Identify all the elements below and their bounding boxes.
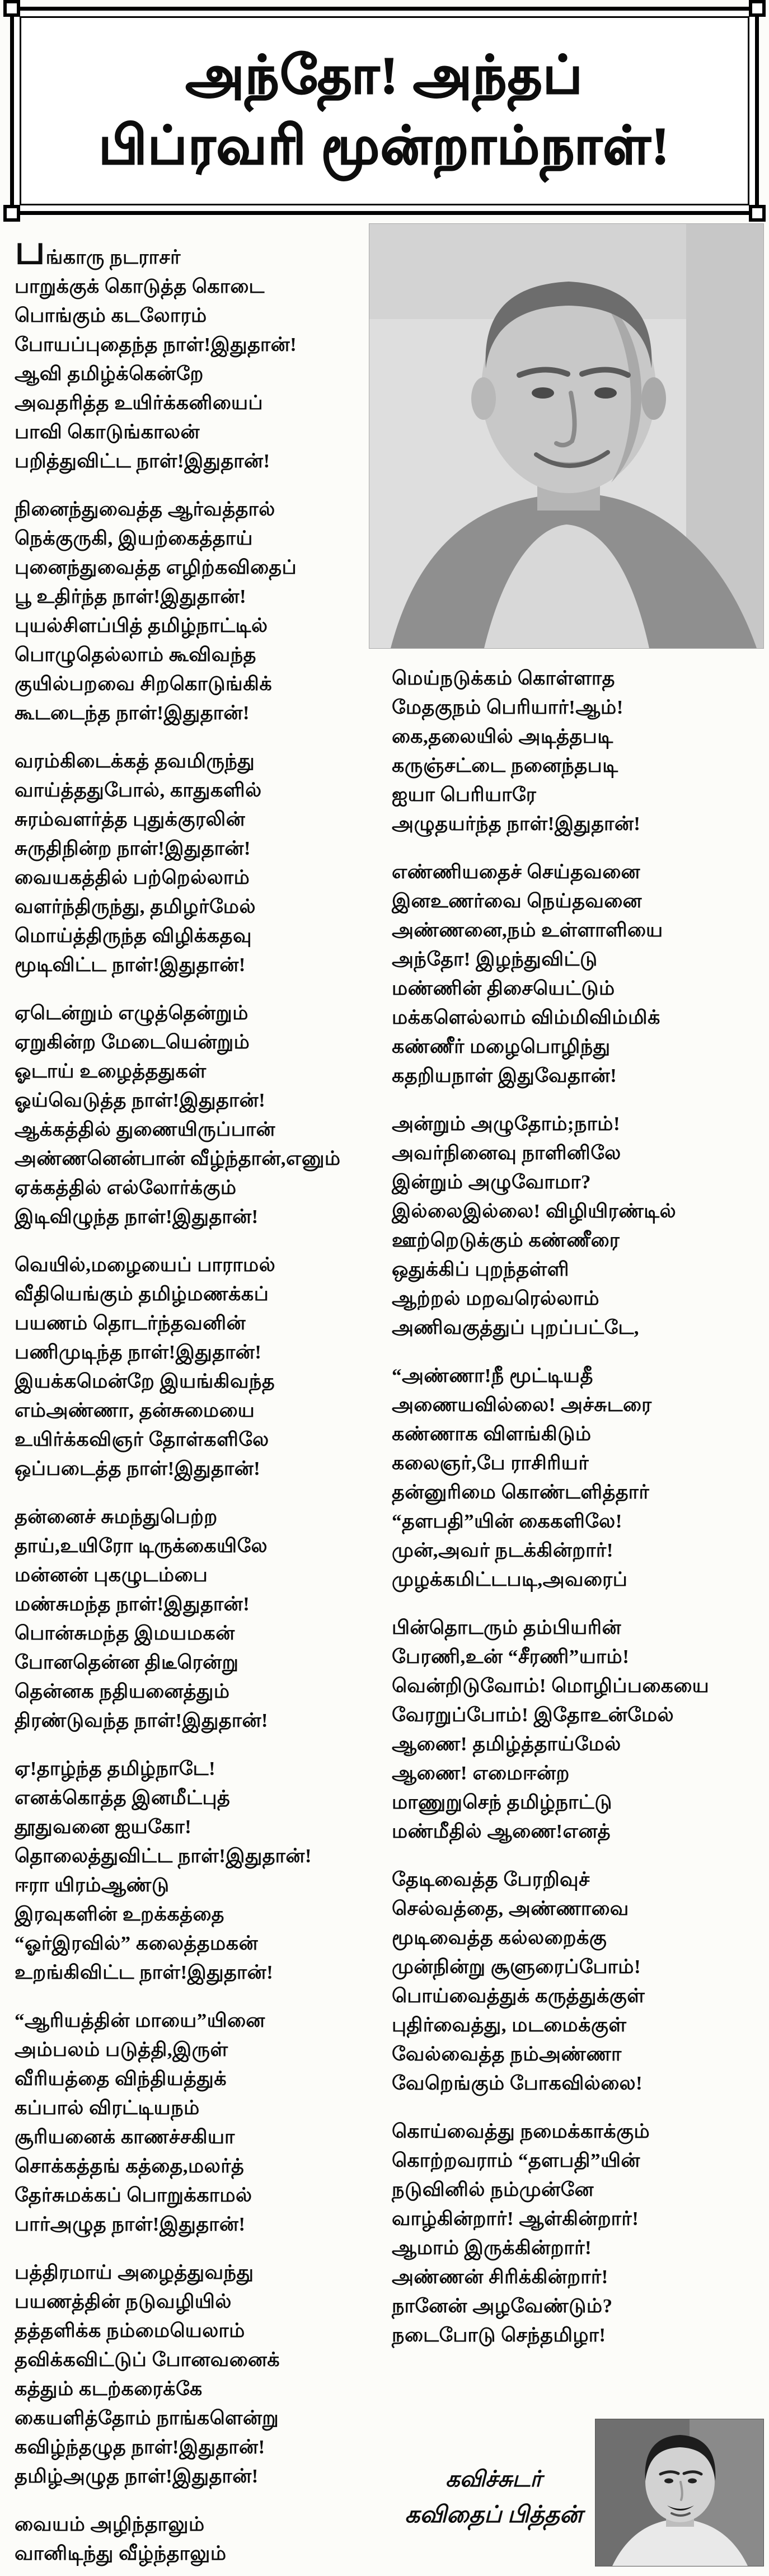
poem-stanza: [15, 227, 365, 476]
poem-line: சுருதிநின்ற நாள்!இதுதான்!: [15, 837, 251, 859]
poem-line: கப்பால் விரட்டியநம்: [15, 2097, 200, 2119]
poem-line: அணிவகுத்துப் புறப்பட்டே,: [392, 1317, 640, 1338]
poem-stanza: [15, 495, 365, 728]
poem-stanza: [392, 1613, 763, 1846]
poem-line: சுரம்வளர்த்த புதுக்குரலின்: [15, 808, 246, 830]
poem-line: முழக்கமிட்டபடி,அவரைப்: [392, 1568, 628, 1590]
poet-name: கவிதைப் பித்தன்: [405, 2502, 583, 2528]
poem-line: சொக்கத்தங் கத்தை,மலர்த்: [15, 2155, 245, 2177]
poem-line: வீரியத்தை விந்தியத்துக்: [15, 2068, 227, 2090]
poem-line: முன்,அவர் நடக்கின்றார்!: [392, 1539, 613, 1561]
poem-line: ஆவி தமிழ்க்கென்றே: [15, 363, 204, 385]
headline-frame: [10, 7, 759, 215]
poem-line: தூதுவனை ஐயகோ!: [15, 1816, 192, 1838]
poem-line: நடுவினில் நம்முன்னே: [392, 2179, 594, 2200]
poem-line: கூடடைந்த நாள்!இதுதான்!: [15, 702, 250, 724]
poem-line: “தளபதி”யின் கைகளிலே!: [392, 1510, 622, 1532]
poem-line: தாய்,உயிரோ டிருக்கையிலே: [15, 1535, 268, 1557]
poem-line: கையளித்தோம் நாங்களென்று: [15, 2407, 279, 2429]
poem-line: பொன்சுமந்த இமயமகன்: [15, 1622, 235, 1644]
poem-line: ஆமாம் இருக்கின்றார்!: [392, 2237, 592, 2259]
poem-line: அம்பலம் படுத்தி,இருள்: [15, 2039, 228, 2060]
poem-line: வேறெங்கும் போகவில்லை!: [392, 2072, 643, 2094]
poet-portrait-illustration: [595, 2419, 763, 2566]
poem-line: ஏக்கத்தில் எல்லோர்க்கும்: [15, 1177, 237, 1198]
poem-line: புயல்சிளப்பித் தமிழ்நாட்டில்: [15, 615, 268, 636]
poem-line: கத்தும் கடற்கரைக்கே: [15, 2378, 203, 2400]
poem-line: அன்றும் அழுதோம்;நாம்!: [392, 1113, 621, 1135]
poem-line: தவிக்கவிட்டுப் போனவனைக்: [15, 2349, 280, 2371]
poem-line: நெக்குருகி, இயற்கைத்தாய்: [15, 527, 253, 549]
poem-right-column: [392, 664, 763, 2369]
poem-line: வீதியெங்கும் தமிழ்மணக்கப்: [15, 1283, 269, 1305]
poem-line: மேதகுநம் பெரியார்!ஆம்!: [392, 696, 623, 718]
headline-line-1: அந்தோ! அந்தப்: [185, 46, 584, 105]
poem-stanza: [15, 2006, 365, 2239]
poem-line: வாழ்கின்றார்! ஆள்கின்றார்!: [392, 2208, 639, 2230]
poem-line: அவதரித்த உயிர்க்கனியைப்: [15, 392, 264, 414]
poem-line: வானிடிந்து வீழ்ந்தாலும்: [15, 2542, 227, 2564]
poem-line: வரம்கிடைக்கத் தவமிருந்து: [15, 750, 255, 772]
poem-stanza: [15, 1250, 365, 1483]
poem-line: ஆற்றல் மறவரெல்லாம்: [392, 1287, 600, 1309]
poem-line: மாணுறுசெந் தமிழ்நாட்டு: [392, 1791, 612, 1813]
poem-stanza: [15, 999, 365, 1231]
poem-line: போயப்புதைந்த நாள்!இதுதான்!: [15, 334, 297, 355]
poem-line: முன்நின்று சூளுரைப்போம்!: [392, 1956, 641, 1978]
poem-line: மன்னன் புகழுடம்பை: [15, 1564, 208, 1586]
poem-line: ஒப்படைத்த நாள்!இதுதான்!: [15, 1458, 261, 1479]
poem-line: இயக்கமென்றே இயங்கிவந்த: [15, 1370, 275, 1392]
poem-line: தன்னுரிமை கொண்டளித்தார்: [392, 1481, 650, 1503]
poem-line: பங்காரு நடராசர்: [15, 227, 181, 273]
poem-line: இல்லைஇல்லை! விழியிரண்டில்: [392, 1200, 677, 1222]
poem-line: வென்றிடுவோம்! மொழிப்பகையை: [392, 1675, 710, 1697]
poem-line: வேல்வைத்த நம்அண்ணா: [392, 2043, 622, 2065]
poem-line: தொலைத்துவிட்ட நாள்!இதுதான்!: [15, 1845, 312, 1867]
poem-line: கதறியநாள் இதுவேதான்!: [392, 1065, 617, 1086]
poem-line: ஓடாய் உழைத்ததுகள்: [15, 1060, 207, 1082]
poem-line: வாய்த்ததுபோல், காதுகளில்: [15, 779, 262, 801]
poem-line: தமிழ்அழுத நாள்!இதுதான்!: [15, 2465, 259, 2487]
poem-line: ஏறுகின்ற மேடையென்றும்: [15, 1031, 250, 1053]
byline-text: [392, 2466, 595, 2566]
poem-line: ஒதுக்கிப் புறந்தள்ளி: [392, 1258, 569, 1280]
frame-corner-ornament: [749, 0, 766, 17]
poem-line: ஆணை! தமிழ்த்தாய்மேல்: [392, 1733, 621, 1755]
byline-block: [392, 2419, 763, 2566]
poem-line: புதிர்வைத்து, மடமைக்குள்: [392, 2014, 627, 2036]
poem-line: “அண்ணா!நீ மூட்டியதீ: [392, 1365, 593, 1387]
poem-line: “ஓர்இரவில்” கலைத்தமகன்: [15, 1932, 259, 1954]
poem-line: திரண்டுவந்த நாள்!இதுதான்!: [15, 1709, 269, 1731]
poem-line: கருஞ்சட்டை நனைந்தபடி: [392, 755, 618, 776]
poem-line: நினைந்துவைத்த ஆர்வத்தால்: [15, 498, 275, 520]
poem-line: அண்ணனென்பான் வீழ்ந்தான்,எனும்: [15, 1148, 341, 1169]
poem-line: தத்தளிக்க நம்மையெலாம்: [15, 2320, 245, 2341]
poem-line: செல்வத்தை, அண்ணாவை: [392, 1898, 629, 1919]
poet-title: கவிச்சுடர்: [445, 2466, 542, 2491]
poem-line: தேர்சுமக்கப் பொறுக்காமல்: [15, 2184, 252, 2206]
frame-corner-ornament: [749, 205, 766, 222]
leader-portrait-photo: [369, 224, 763, 648]
poem-stanza: [392, 1109, 763, 1342]
poem-stanza: [392, 1865, 763, 2098]
poem-line: மூடிவைத்த கல்லறைக்கு: [392, 1927, 607, 1949]
poem-line: வையம் அழிந்தாலும்: [15, 2513, 205, 2535]
poem-line: கொற்றவராம் “தளபதி”யின்: [392, 2149, 640, 2171]
poem-line: குயில்பறவை சிறகொடுங்கிக்: [15, 673, 273, 695]
poem-line: நடைபோடு செந்தமிழா!: [392, 2324, 606, 2346]
poem-line: இடிவிழுந்த நாள்!இதுதான்!: [15, 1206, 259, 1228]
poem-line: ஐயா பெரியாரே: [392, 784, 537, 805]
frame-corner-ornament: [3, 0, 20, 17]
poem-line: பாறுக்குக் கொடுத்த கொடை: [15, 275, 265, 297]
poem-stanza: [392, 664, 763, 839]
poem-line: பாவி கொடுங்காலன்: [15, 421, 200, 443]
poem-line: பயணம் தொடர்ந்தவனின்: [15, 1312, 246, 1334]
poem-line: ஊற்றெடுக்கும் கண்ணீரை: [392, 1229, 620, 1251]
poem-line: அண்ணன் சிரிக்கின்றார்!: [392, 2266, 608, 2288]
poem-line: ஈரா யிரம்ஆண்டு: [15, 1874, 170, 1896]
poem-line: இரவுகளின் உறக்கத்தை: [15, 1903, 224, 1925]
poem-line: கலைஞர்,பே ராசிரியர்: [392, 1452, 589, 1474]
poem-line: தன்னைச் சுமந்துபெற்ற: [15, 1506, 218, 1528]
poem-line: வையகத்தில் பற்றெல்லாம்: [15, 867, 250, 888]
poem-stanza: [392, 2117, 763, 2350]
poem-line: வேரறுப்போம்! இதோஉன்மேல்: [392, 1704, 674, 1726]
poem-stanza: [15, 2510, 365, 2568]
poem-line: கொய்வைத்து நமைக்காக்கும்: [392, 2120, 650, 2142]
poem-line: தென்னக நதியனைத்தும்: [15, 1680, 230, 1702]
poem-line: பார்அழுத நாள்!இதுதான்!: [15, 2213, 246, 2235]
poem-line: அந்தோ! இழந்துவிட்டு: [392, 948, 598, 970]
poem-line: பறித்துவிட்ட நாள்!இதுதான்!: [15, 450, 270, 472]
poem-line: எனக்கொத்த இனமீட்புத்: [15, 1787, 231, 1809]
poem-line: புனைந்துவைத்த எழிற்கவிதைப்: [15, 556, 297, 578]
poem-line: பயணத்தின் நடுவழியில்: [15, 2291, 232, 2312]
poem-line: மண்மீதில் ஆணை!எனத்: [392, 1820, 611, 1842]
poem-line: மெய்நடுக்கம் கொள்ளாத: [392, 667, 615, 689]
poem-line: மொய்த்திருந்த விழிக்கதவு: [15, 925, 252, 947]
poem-line: மண்ணின் திசையெட்டும்: [392, 977, 615, 999]
poem-line: நானேன் அழவேண்டும்?: [392, 2295, 613, 2317]
poem-line: பொங்கும் கடலோரம்: [15, 305, 207, 326]
poem-stanza: [15, 2258, 365, 2491]
poem-line: கை,தலையில் அடித்தபடி: [392, 725, 613, 747]
poem-line: கவிழ்ந்தழுத நாள்!இதுதான்!: [15, 2436, 265, 2458]
poem-line: எம்அண்ணா, தன்சுமையை: [15, 1399, 255, 1421]
poem-line: பின்தொடரும் தம்பியரின்: [392, 1617, 621, 1638]
headline-frame-inner: [20, 16, 749, 205]
poem-line: அண்ணனை,நம் உள்ளாளியை: [392, 919, 663, 941]
frame-corner-ornament: [3, 205, 20, 222]
leader-portrait-illustration: [369, 224, 763, 648]
poem-line: கண்ணீர் மழைபொழிந்து: [392, 1036, 611, 1057]
poem-line: மண்சுமந்த நாள்!இதுதான்!: [15, 1593, 250, 1615]
poem-stanza: [15, 1502, 365, 1735]
poem-line: பொழுதெல்லாம் கூவிவந்த: [15, 644, 256, 666]
poem-line: மூடிவிட்ட நாள்!இதுதான்!: [15, 954, 246, 976]
poem-line: கண்ணாக விளங்கிடும்: [392, 1423, 592, 1445]
poem-line: வெயில்,மழையைப் பாராமல்: [15, 1254, 276, 1276]
poem-stanza: [392, 1361, 763, 1594]
poem-line: ஆணை! எமைஈன்ற: [392, 1762, 570, 1784]
poem-line: “ஆரியத்தின் மாயை”யினை: [15, 2010, 265, 2031]
poem-line: பொய்வைத்துக் கருத்துக்குள்: [392, 1985, 645, 2007]
poem-line: மக்களெல்லாம் விம்மிவிம்மிக்: [392, 1006, 660, 1028]
poem-line: உயிர்க்கவிஞர் தோள்களிலே: [15, 1428, 269, 1450]
poem-line: உறங்கிவிட்ட நாள்!இதுதான்!: [15, 1961, 274, 1983]
poem-line: பேரணி,உன் “சீரணி”யாம்!: [392, 1646, 630, 1668]
poem-line: பணிமுடிந்த நாள்!இதுதான்!: [15, 1341, 262, 1363]
poem-line: ஏடென்றும் எழுத்தென்றும்: [15, 1002, 248, 1024]
poem-stanza: [15, 1754, 365, 1987]
poem-line: எண்ணியதைச் செய்தவனை: [392, 861, 640, 883]
poem-line: ஓய்வெடுத்த நாள்!இதுதான்!: [15, 1089, 266, 1111]
poem-line: அணையவில்லை! அச்சுடரை: [392, 1394, 652, 1416]
poem-line: தேடிவைத்த பேரறிவுச்: [392, 1868, 590, 1890]
poem-line: சூரியனைக் காணச்சகியா: [15, 2126, 235, 2148]
poem-line: வளர்ந்திருந்து, தமிழர்மேல்: [15, 896, 256, 917]
headline-line-2: பிப்ரவரி மூன்றாம்நாள்!: [99, 117, 670, 175]
poem-line: பத்திரமாய் அழைத்துவந்து: [15, 2261, 254, 2283]
poem-line: பூ உதிர்ந்த நாள்!இதுதான்!: [15, 586, 247, 607]
poem-line: ஏ!தாழ்ந்த தமிழ்நாடே!: [15, 1758, 216, 1779]
poem-line: இனஉணர்வை நெய்தவனை: [392, 890, 642, 912]
poem-stanza: [392, 858, 763, 1090]
poem-line: அழுதயர்ந்த நாள்!இதுதான்!: [392, 813, 641, 835]
poem-left-column: [15, 227, 365, 2576]
poem-line: அவர்நினைவு நாளினிலே: [392, 1142, 621, 1164]
poem-line: ஆக்கத்தில் துணையிருப்பான்: [15, 1118, 275, 1140]
poem-line: போனதென்ன திடீரென்று: [15, 1651, 239, 1673]
poem-line: இன்றும் அழுவோமா?: [392, 1171, 592, 1193]
poem-stanza: [15, 747, 365, 980]
poet-portrait-photo: [595, 2419, 763, 2566]
